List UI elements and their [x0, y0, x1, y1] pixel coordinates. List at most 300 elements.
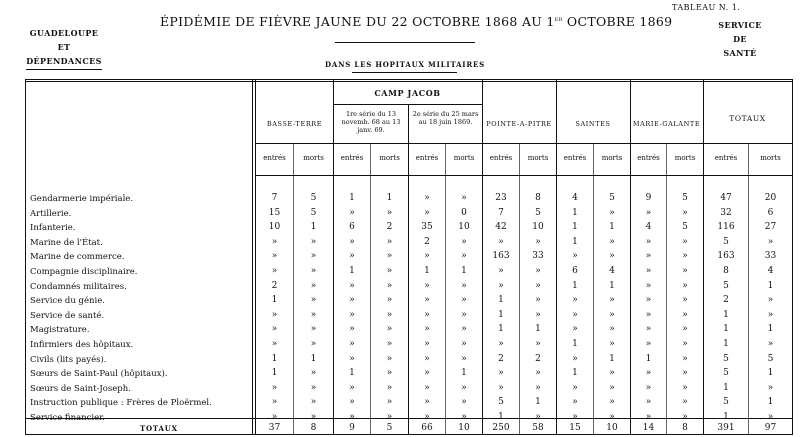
table-cell: »	[645, 236, 652, 247]
table-cell: 8	[535, 193, 541, 203]
table-cell: »	[682, 295, 688, 306]
table-cell: »	[535, 280, 541, 291]
total-cell: 8	[682, 423, 688, 433]
table-cell: »	[535, 236, 541, 247]
table-cell: »	[271, 251, 278, 262]
table-cell: »	[461, 193, 467, 203]
table-cell: »	[572, 397, 578, 408]
table-cell: 1	[349, 368, 355, 379]
table-cell: »	[645, 309, 652, 320]
table-cell: 1	[767, 397, 774, 408]
table-cell: 0	[461, 207, 467, 218]
table-cell: »	[572, 382, 578, 393]
table-cell: 1	[271, 353, 278, 364]
total-cell: 15	[569, 423, 581, 433]
table-cell: 42	[495, 222, 507, 233]
table-cell: »	[271, 309, 278, 320]
table-cell: »	[572, 353, 578, 364]
subheader-entrees: entrés	[263, 154, 286, 162]
row-label: Infanterie.	[30, 223, 76, 234]
header-left-line-1: GUADELOUPE	[29, 28, 99, 38]
row-label: Sœurs de Saint-Paul (hôpitaux).	[30, 369, 168, 380]
col-serie1: 1re série du 13 novemb. 68 au 13 janv. 69.	[341, 110, 401, 134]
table-cell: 1	[498, 295, 504, 306]
table-cell: »	[424, 309, 430, 320]
table-cell: »	[535, 339, 541, 349]
table-cell: »	[609, 309, 615, 320]
table-cell: 5	[723, 280, 729, 291]
table-cell: »	[609, 207, 615, 218]
table-cell: »	[682, 324, 688, 335]
table-cell: »	[349, 251, 355, 262]
table-cell: »	[682, 368, 688, 379]
table-cell: »	[645, 339, 652, 349]
table-cell: »	[386, 251, 393, 262]
table-cell: »	[349, 324, 355, 335]
table-cell: »	[424, 368, 430, 379]
table-cell: 5	[767, 353, 774, 364]
table-cell: 1	[572, 368, 578, 379]
table-cell: »	[609, 339, 615, 349]
table-cell: »	[461, 397, 467, 408]
table-cell: 1	[723, 382, 729, 393]
table-cell: 2	[535, 353, 541, 364]
table-cell: »	[349, 295, 355, 306]
table-cell: »	[609, 412, 615, 422]
table-cell: »	[645, 251, 652, 262]
table-cell: »	[349, 339, 355, 349]
table-cell: »	[498, 339, 504, 349]
table-cell: »	[645, 382, 652, 393]
table-cell: »	[386, 309, 393, 320]
table-cell: 27	[764, 222, 777, 233]
table-cell: 1	[723, 412, 729, 422]
col-saintes: SAINTES	[575, 120, 611, 128]
table-cell: »	[767, 309, 774, 320]
table-cell: »	[572, 251, 578, 262]
table-cell: 1	[349, 266, 355, 276]
title-rule	[335, 42, 475, 43]
subheader-entrees: entrés	[415, 154, 439, 162]
row-label: Magistrature.	[30, 325, 90, 336]
total-cell: 10	[458, 423, 470, 433]
table-cell: 20	[764, 193, 777, 203]
table-cell: »	[271, 382, 278, 393]
table-cell: »	[310, 324, 317, 335]
table-cell: 5	[310, 193, 317, 203]
table-cell: 1	[271, 368, 278, 379]
table-cell: »	[767, 412, 774, 422]
table-cell: 1	[572, 339, 578, 349]
table-cell: 35	[421, 222, 433, 233]
subheader-morts: morts	[527, 154, 549, 162]
table-right-border	[792, 79, 793, 435]
table-cell: »	[682, 251, 688, 262]
table-cell: »	[535, 309, 541, 320]
table-cell: 2	[386, 222, 393, 233]
table-cell: »	[424, 251, 430, 262]
table-cell: 1	[572, 280, 578, 291]
table-cell: »	[535, 368, 541, 379]
header-right-line-3: SANTÉ	[723, 48, 757, 58]
table-cell: 1	[498, 412, 504, 422]
table-cell: »	[609, 295, 615, 306]
table-cell: 32	[720, 207, 732, 218]
table-cell: »	[535, 266, 541, 276]
table-cell: »	[310, 339, 317, 349]
subheader-entrees: entrés	[714, 154, 738, 162]
table-cell: 1	[572, 222, 578, 233]
document-subtitle: DANS LES HOPITAUX MILITAIRES	[325, 60, 485, 69]
camp-jacob-underline	[333, 104, 482, 105]
table-cell: 1	[310, 222, 317, 233]
table-cell: »	[310, 280, 317, 291]
col-camp-jacob: CAMP JACOB	[374, 88, 441, 98]
table-cell: »	[609, 397, 615, 408]
total-cell: 391	[717, 423, 735, 433]
table-cell: »	[682, 266, 688, 276]
subtitle-rule	[352, 72, 457, 73]
table-cell: »	[682, 397, 688, 408]
table-cell: 8	[723, 266, 729, 276]
table-cell: »	[461, 280, 467, 291]
header-left	[18, 26, 110, 70]
table-cell: 33	[764, 251, 777, 262]
table-cell: »	[535, 295, 541, 306]
table-cell: 1	[498, 309, 504, 320]
table-cell: »	[535, 382, 541, 393]
subheader-morts: morts	[303, 154, 324, 162]
table-cell: »	[682, 353, 688, 364]
table-cell: »	[424, 295, 430, 306]
table-cell: 1	[767, 280, 774, 291]
table-top-border	[25, 79, 793, 82]
row-label: Condamnés militaires.	[30, 281, 127, 292]
table-cell: »	[386, 280, 393, 291]
table-cell: »	[424, 207, 430, 218]
table-cell: »	[310, 295, 317, 306]
total-cell: 9	[349, 423, 355, 433]
table-cell: »	[349, 236, 355, 247]
table-cell: »	[386, 236, 393, 247]
table-cell: 5	[723, 397, 729, 408]
table-cell: 4	[767, 266, 774, 276]
table-cell: 1	[310, 353, 317, 364]
table-cell: 33	[532, 251, 544, 262]
table-cell: »	[349, 207, 355, 218]
table-cell: 116	[717, 222, 735, 233]
table-cell: 1	[386, 193, 393, 203]
row-label: Marine de commerce.	[30, 252, 125, 263]
table-cell: 1	[498, 324, 504, 335]
table-cell: »	[572, 295, 578, 306]
table-cell: 5	[723, 236, 729, 247]
header-left-line-3: DÉPENDANCES	[26, 54, 102, 70]
table-cell: »	[349, 412, 355, 422]
table-cell: 5	[609, 193, 615, 203]
table-cell: 1	[535, 324, 541, 335]
subheader-entrees: entrés	[340, 154, 364, 162]
table-cell: 1	[723, 339, 729, 349]
table-cell: »	[386, 412, 393, 422]
col-marie: MARIE-GALANTE	[632, 120, 701, 128]
table-cell: »	[424, 412, 430, 422]
table-cell: 5	[535, 207, 541, 218]
row-label: Civils (lits payés).	[30, 354, 107, 365]
row-label: Artillerie.	[30, 208, 72, 219]
table-cell: 9	[645, 193, 652, 203]
table-cell: »	[386, 339, 393, 349]
table-cell: 47	[720, 193, 732, 203]
document-title	[160, 14, 673, 29]
table-cell: »	[461, 382, 467, 393]
table-cell: »	[645, 324, 652, 335]
table-cell: »	[572, 309, 578, 320]
table-cell: 4	[609, 266, 615, 276]
header-right	[700, 18, 780, 60]
table-cell: »	[424, 324, 430, 335]
table-cell: »	[271, 339, 278, 349]
table-cell: »	[386, 207, 393, 218]
table-cell: 5	[310, 207, 317, 218]
row-label: Gendarmerie impériale.	[30, 194, 134, 204]
table-cell: »	[645, 412, 652, 422]
subheader-morts: morts	[453, 154, 475, 162]
table-cell: 2	[424, 236, 430, 247]
table-cell: »	[461, 339, 467, 349]
table-cell: »	[682, 280, 688, 291]
subheader-morts: morts	[674, 154, 696, 162]
title-pre: ÉPIDÉMIE DE FIÈVRE JAUNE DU 22 OCTOBRE 1868 AU 1	[160, 14, 555, 29]
table-cell: »	[271, 412, 278, 422]
col-totaux: TOTAUX	[729, 114, 766, 123]
table-cell: 6	[767, 207, 774, 218]
row-label: Service financier.	[30, 413, 105, 423]
table-cell: 1	[271, 295, 278, 306]
table-cell: »	[767, 382, 774, 393]
table-cell: »	[310, 412, 317, 422]
table-cell: 4	[572, 193, 578, 203]
table-cell: »	[498, 368, 504, 379]
table-cell: 1	[535, 397, 541, 408]
table-cell: »	[682, 382, 688, 393]
table-cell: 10	[268, 222, 281, 233]
total-cell: 10	[606, 423, 618, 433]
table-cell: »	[461, 236, 467, 247]
table-cell: »	[386, 382, 393, 393]
table-cell: 4	[645, 222, 652, 233]
table-cell: »	[498, 382, 504, 393]
total-cell: 58	[532, 423, 544, 433]
total-cell: 250	[492, 423, 510, 433]
header-separator	[255, 143, 792, 144]
table-cell: »	[645, 368, 652, 379]
subheader-morts: morts	[601, 154, 623, 162]
col-line-labels	[252, 80, 253, 434]
table-cell: 23	[495, 193, 507, 203]
table-cell: »	[310, 397, 317, 408]
table-cell: »	[461, 295, 467, 306]
total-cell: 66	[421, 423, 433, 433]
table-cell: 10	[532, 222, 544, 233]
table-cell: 1	[723, 309, 729, 320]
table-cell: »	[609, 236, 615, 247]
table-cell: »	[461, 309, 467, 320]
table-cell: 2	[723, 295, 729, 306]
table-cell: »	[271, 397, 278, 408]
title-sup: er	[554, 14, 563, 23]
table-cell: »	[386, 353, 393, 364]
total-cell: 8	[310, 423, 317, 433]
col-pointe: POINTE-A-PITRE	[486, 120, 552, 128]
table-cell: »	[682, 412, 688, 422]
table-cell: »	[424, 353, 430, 364]
subheader-entrees: entrés	[563, 154, 587, 162]
table-cell: 1	[349, 193, 355, 203]
table-cell: »	[424, 339, 430, 349]
col-basse-terre: BASSE-TERRE	[266, 120, 323, 128]
table-cell: 1	[609, 280, 615, 291]
subheader-entrees: entrés	[489, 154, 513, 162]
row-label: Marine de l'État.	[30, 237, 103, 248]
table-cell: »	[310, 382, 317, 393]
table-cell: »	[386, 324, 393, 335]
table-cell: 5	[682, 193, 688, 203]
row-label: Service de santé.	[30, 310, 105, 321]
table-cell: »	[310, 236, 317, 247]
header-left-line-2: ET	[57, 42, 71, 52]
table-cell: 6	[572, 266, 578, 276]
table-cell: 2	[271, 280, 278, 291]
table-cell: »	[572, 324, 578, 335]
table-cell: »	[609, 251, 615, 262]
table-cell: »	[682, 339, 688, 349]
row-label: Service du génie.	[30, 296, 105, 307]
table-cell: 1	[767, 324, 774, 335]
table-cell: »	[645, 397, 652, 408]
table-cell: »	[424, 382, 430, 393]
subheader-morts: morts	[760, 154, 781, 162]
table-cell: »	[386, 266, 393, 276]
table-cell: »	[386, 368, 393, 379]
table-cell: »	[349, 397, 355, 408]
table-cell: »	[271, 266, 278, 276]
table-cell: 6	[349, 222, 355, 233]
table-cell: »	[386, 397, 393, 408]
table-cell: »	[645, 280, 652, 291]
table-cell: 5	[682, 222, 688, 233]
table-cell: 1	[767, 368, 774, 379]
table-cell: »	[424, 280, 430, 291]
table-cell: 2	[498, 353, 504, 364]
table-cell: »	[645, 295, 652, 306]
table-left-border	[25, 79, 26, 435]
table-cell: »	[461, 412, 467, 422]
table-cell: »	[310, 368, 317, 379]
total-cell: 14	[642, 423, 655, 433]
table-cell: »	[424, 193, 430, 203]
table-cell: »	[767, 295, 774, 306]
col-serie2: 2e série du 25 mars au 18 juin 1869.	[412, 110, 479, 126]
table-cell: »	[767, 236, 774, 247]
table-cell: »	[572, 412, 578, 422]
table-cell: »	[424, 397, 430, 408]
table-cell: »	[682, 309, 688, 320]
table-cell: 163	[492, 251, 510, 262]
table-cell: 1	[572, 207, 578, 218]
table-cell: »	[349, 382, 355, 393]
table-cell: 15	[268, 207, 281, 218]
table-cell: »	[271, 236, 278, 247]
table-cell: »	[609, 382, 615, 393]
row-label: Instruction publique : Frères de Ploërmel.	[30, 398, 212, 409]
tableau-number: TABLEAU N. 1.	[672, 3, 741, 12]
table-cell: 1	[609, 222, 615, 233]
table-cell: »	[498, 280, 504, 291]
table-cell: »	[767, 339, 774, 349]
table-cell: »	[535, 412, 541, 422]
row-label: Sœurs de Saint-Joseph.	[30, 383, 131, 394]
row-label: Infirmiers des hôpitaux.	[30, 340, 134, 350]
table-cell: »	[609, 324, 615, 335]
table-cell: »	[645, 207, 652, 218]
table-cell: »	[310, 309, 317, 320]
table-cell: »	[461, 324, 467, 335]
table-cell: 1	[424, 266, 430, 276]
table-cell: »	[461, 353, 467, 364]
table-cell: 1	[572, 236, 578, 247]
table-cell: »	[349, 280, 355, 291]
table-cell: 10	[458, 222, 470, 233]
table-cell: »	[349, 353, 355, 364]
table-cell: »	[271, 324, 278, 335]
table-cell: »	[310, 266, 317, 276]
totals-label: TOTAUX	[140, 424, 178, 433]
title-post: OCTOBRE 1869	[562, 14, 673, 29]
table-cell: »	[498, 266, 504, 276]
table-cell: 5	[723, 368, 729, 379]
table-cell: 1	[609, 353, 615, 364]
table-cell: 5	[498, 397, 504, 408]
table-cell: 163	[717, 251, 735, 262]
subheader-morts: morts	[379, 154, 400, 162]
table-cell: »	[498, 236, 504, 247]
subheader-separator	[255, 175, 792, 176]
table-cell: »	[461, 251, 467, 262]
table-cell: 1	[723, 324, 729, 335]
total-cell: 97	[764, 423, 777, 433]
table-bottom-border	[25, 434, 793, 435]
header-right-line-1: SERVICE	[718, 20, 762, 30]
row-label: Compagnie disciplinaire.	[30, 267, 138, 277]
table-cell: 1	[461, 266, 467, 276]
header-right-line-2: DE	[733, 34, 747, 44]
table-cell: »	[349, 309, 355, 320]
subheader-entrees: entrés	[637, 154, 660, 162]
table-cell: 1	[645, 353, 652, 364]
table-cell: 1	[461, 368, 467, 379]
table-cell: »	[682, 207, 688, 218]
table-cell: »	[645, 266, 652, 276]
table-cell: »	[682, 236, 688, 247]
table-cell: »	[609, 368, 615, 379]
total-cell: 5	[386, 423, 393, 433]
table-cell: 5	[723, 353, 729, 364]
table-cell: 7	[271, 193, 278, 203]
table-cell: »	[386, 295, 393, 306]
table-cell: 7	[498, 207, 504, 218]
table-cell: »	[310, 251, 317, 262]
